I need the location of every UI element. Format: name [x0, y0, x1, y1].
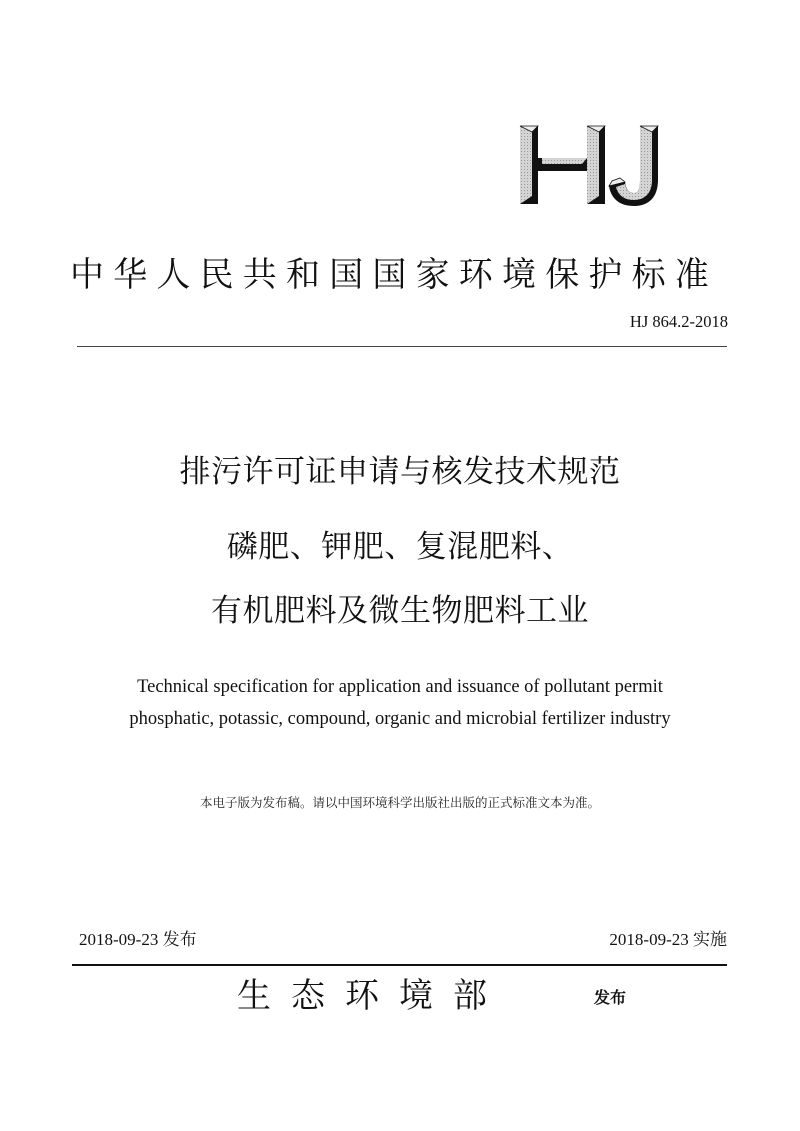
cn-title-line-3: 有机肥料及微生物肥料工业: [211, 593, 589, 629]
edition-notice: 本电子版为发布稿。请以中国环境科学出版社出版的正式标准文本为准。: [199, 796, 600, 810]
issuing-authority-suffix: 发布: [594, 988, 627, 1007]
standard-code: HJ 864.2-2018: [629, 312, 728, 331]
hj-logo: [512, 124, 662, 206]
implementation-date: 2018-09-23 实施: [609, 930, 727, 949]
issuing-authority: 生态环境部: [237, 976, 507, 1016]
cn-title-line-1: 排污许可证申请与核发技术规范: [179, 454, 621, 490]
cn-title-line-2: 磷肥、钾肥、复混肥料、: [226, 529, 574, 565]
header-divider: [77, 346, 727, 347]
en-title-line-2: phosphatic, potassic, compound, organic and microbial fertilizer industry: [129, 709, 671, 729]
en-title-line-1: Technical specification for application and issuance of pollutant permit: [137, 677, 663, 697]
hj-logo-icon: [512, 124, 662, 206]
footer-divider: [72, 964, 727, 966]
org-title: 中华人民共和国国家环境保护标准: [70, 255, 718, 295]
issue-date: 2018-09-23 发布: [79, 930, 197, 949]
